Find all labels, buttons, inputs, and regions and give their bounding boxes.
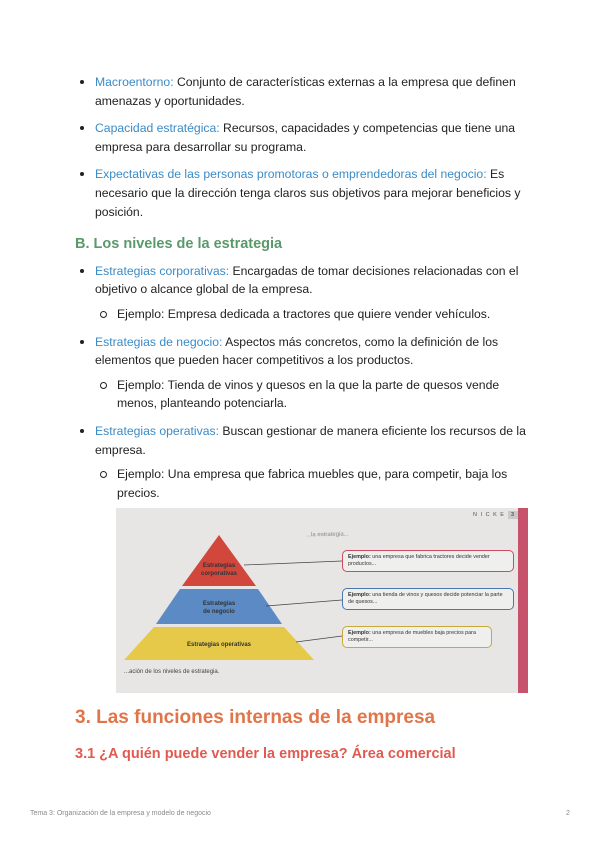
section-3-heading: 3. Las funciones internas de la empresa — [75, 707, 436, 728]
connector-bottom — [296, 636, 342, 642]
term: Capacidad estratégica: — [95, 121, 220, 136]
example-item: Ejemplo: Una empresa que fabrica muebles que, para competir, baja los precios. — [95, 465, 535, 502]
example-item: Ejemplo: Tienda de vinos y quesos en la que la parte de quesos vende menos, planteando potenciarla. — [95, 376, 535, 413]
footer-text: Tema 3: Organización de la empresa y modelo de negocio — [30, 810, 211, 817]
pyramid-top-label-1: Estrategias — [202, 563, 236, 569]
term: Estrategias de negocio: — [95, 334, 223, 349]
main-content — [75, 73, 535, 511]
connector-top — [244, 561, 342, 565]
figure-heading: ...la estrategia... — [305, 531, 349, 539]
section-b-heading: B. Los niveles de la estrategia — [75, 236, 283, 253]
section-3-1-heading: 3.1 ¿A quién puede vender la empresa? Área comercial — [75, 746, 456, 762]
list-item: Expectativas de las personas promotoras o emprendedoras del negocio: Es necesario que la dirección tenga claros sus objetivos para mejorar beneficios y posición. — [75, 165, 535, 221]
list-item: Capacidad estratégica: Recursos, capacidades y competencias que tiene una empresa para desarrollar su programa. — [75, 119, 535, 156]
page-number: 2 — [566, 810, 570, 817]
pyramid-bottom-label: Estrategias operativas — [186, 642, 252, 648]
strategy-levels-list — [75, 262, 535, 503]
connector-middle — [266, 600, 342, 606]
pyramid-middle-label-2: de negocio — [203, 609, 235, 615]
figure-caption: ...ación de los niveles de estrategia. — [124, 669, 220, 675]
list-item: Estrategias operativas: Buscan gestionar de manera eficiente los recursos de la empresa. Ejemplo: Una empresa que fabrica muebles que, para competir, baja los precios. — [75, 422, 535, 502]
pyramid-middle-label-1: Estrategias — [202, 601, 236, 607]
term: Macroentorno: — [95, 75, 174, 89]
figure-corner-label: N I C K E 3 — [473, 511, 518, 519]
term: Expectativas de las personas promotoras o emprendedoras del negocio: — [95, 167, 487, 182]
example-item: Ejemplo: Empresa dedicada a tractores que quiere vender vehículos. — [95, 305, 535, 324]
callout-corporate: Ejemplo: una empresa que fabrica tractores decide vender productos... — [342, 550, 514, 572]
callout-operational: Ejemplo: una empresa de muebles baja precios para competir... — [342, 626, 492, 648]
term: Estrategias corporativas: — [95, 263, 230, 278]
pyramid-top-label-2: corporativas — [200, 571, 238, 577]
list-item: Estrategias corporativas: Encargadas de tomar decisiones relacionadas con el objetivo o alcance global de la empresa. Ejemplo: Empresa dedicada a tractores que quiere vender vehículos. — [75, 262, 535, 324]
callout-business: Ejemplo: una tienda de vinos y quesos decide potenciar la parte de quesos... — [342, 588, 514, 610]
pyramid-top — [182, 535, 256, 586]
list-item: Estrategias de negocio: Aspectos más concretos, como la definición de los elementos que pueden hacer competitivos a los productos. Ejemplo: Tienda de vinos y quesos en la que la parte de quesos vende menos, planteando potenciarla. — [75, 333, 535, 413]
term: Estrategias operativas: — [95, 423, 219, 438]
strategy-pyramid-figure — [116, 508, 528, 693]
environment-list — [75, 73, 535, 221]
list-item: Macroentorno: Conjunto de características externas a la empresa que definen amenazas y oportunidades. — [75, 73, 535, 110]
